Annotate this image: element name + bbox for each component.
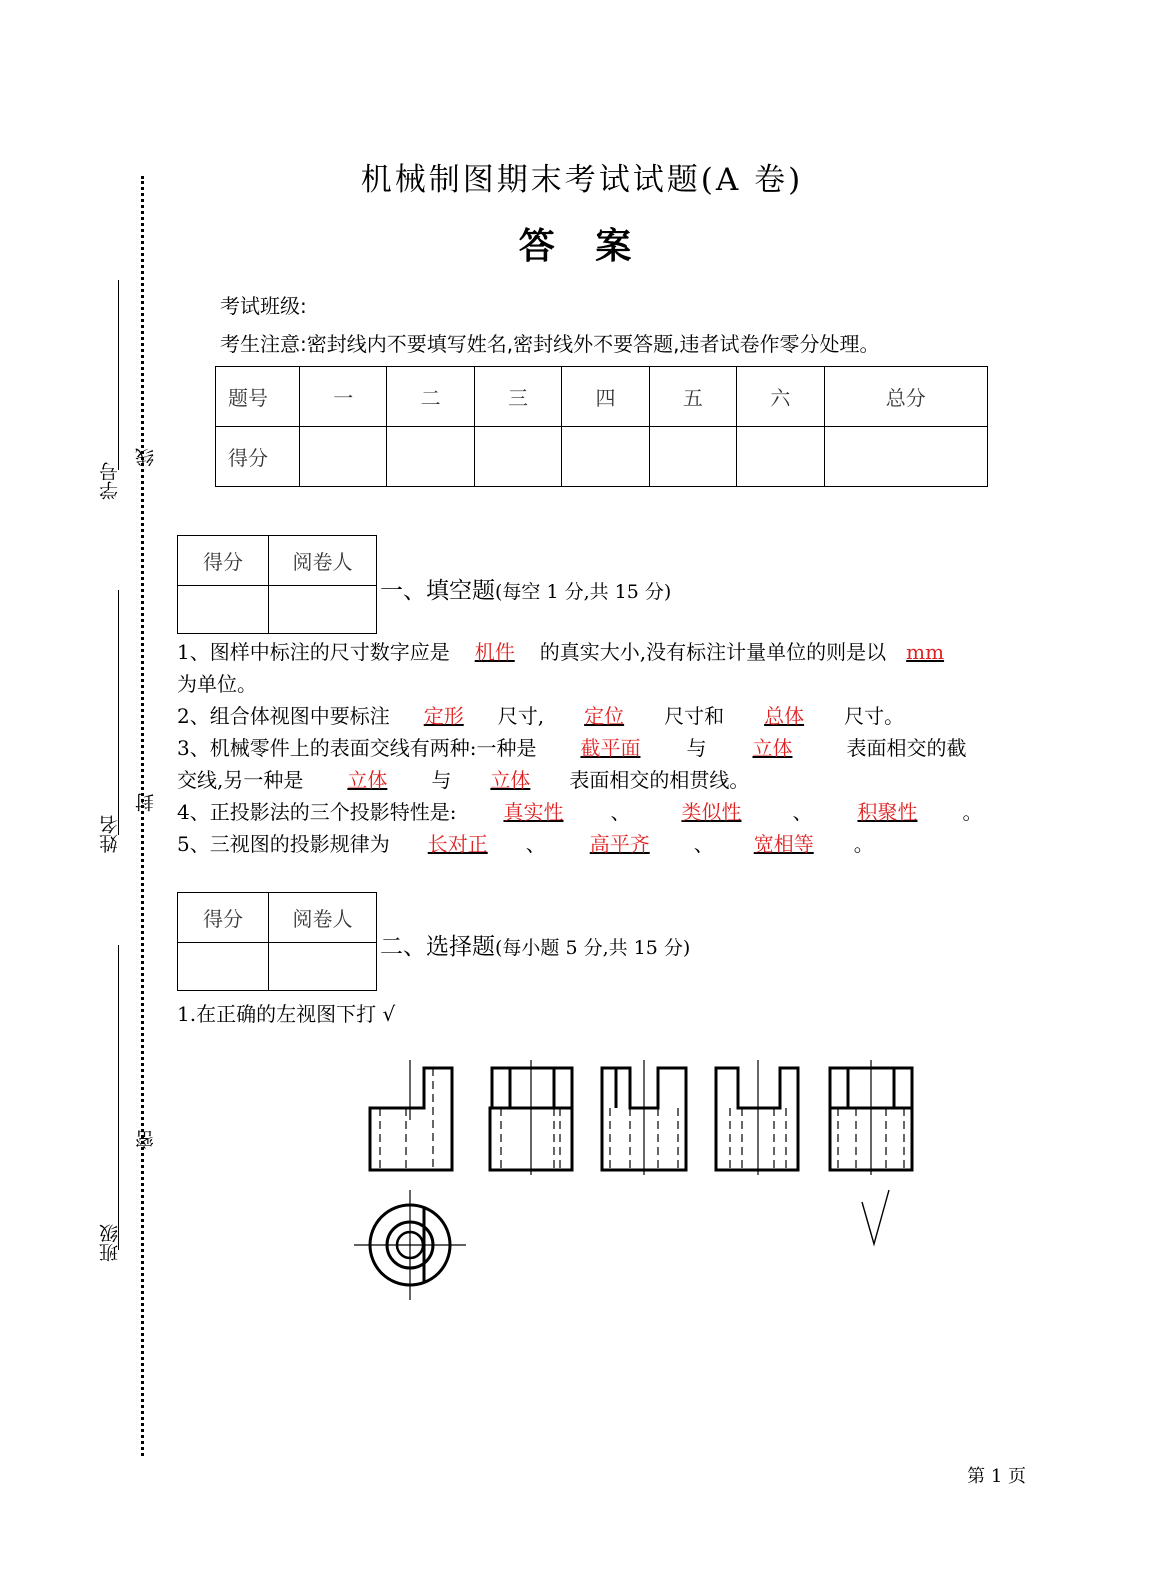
q3-answer-2: 立体	[752, 736, 793, 760]
exam-class-label: 考试班级:	[220, 294, 307, 318]
grader-box-1	[177, 535, 377, 634]
score-col-5: 五	[649, 367, 736, 427]
option-b-view	[602, 1060, 686, 1175]
section1-title: 一、填空题	[380, 578, 495, 604]
fill-question-2	[177, 700, 904, 732]
seal-feng: 封	[135, 793, 157, 812]
grader-cell	[178, 943, 269, 991]
q5-end: 。	[853, 832, 874, 856]
grader-label: 阅卷人	[269, 893, 377, 943]
grader-label: 阅卷人	[269, 536, 377, 586]
q4-answer-2: 类似性	[681, 800, 742, 824]
q5-answer-3: 宽相等	[753, 832, 814, 856]
score-col-3: 三	[474, 367, 561, 427]
top-view	[354, 1190, 466, 1300]
q5-sep-1: 、	[525, 832, 546, 856]
exam-notice: 考生注意:密封线内不要填写姓名,密封线外不要答题,违者试卷作零分处理。	[220, 332, 880, 356]
fill-question-3	[177, 732, 966, 764]
front-view	[370, 1068, 452, 1170]
q3-text-e: 交线,另一种是	[177, 768, 304, 792]
q1-text-d: 为单位。	[177, 672, 257, 696]
checkmark-icon	[862, 1190, 889, 1244]
seal-dotted-line	[141, 176, 144, 1456]
section1-note: (每空 1 分,共 15 分)	[495, 581, 672, 603]
q1-text-c: 的真实大小,没有标注计量单位的则是以	[539, 640, 887, 664]
q3-answer-4: 立体	[490, 768, 531, 792]
q4-end: 。	[962, 800, 983, 824]
q2-answer-2: 定位	[584, 704, 625, 728]
q3-text-f: 与	[431, 768, 452, 792]
section2-heading	[380, 928, 690, 961]
seal-xian: 线	[135, 448, 157, 467]
q4-sep-2: 、	[792, 800, 813, 824]
section1-heading	[380, 572, 671, 605]
student-id-line	[118, 280, 119, 470]
q2-text-d: 尺寸和	[664, 704, 725, 728]
section2-note: (每小题 5 分,共 15 分)	[495, 937, 691, 959]
q2-answer-3: 总体	[764, 704, 805, 728]
grader-cell	[269, 943, 377, 991]
class-line	[118, 945, 119, 1250]
score-cell	[824, 427, 987, 487]
score-table-row2-label: 得分	[216, 427, 300, 487]
q3-text-d: 表面相交的截	[846, 736, 967, 760]
option-c-view	[716, 1060, 798, 1175]
grader-box-2	[177, 892, 377, 991]
score-cell	[387, 427, 474, 487]
score-table-row1-label: 题号	[216, 367, 300, 427]
score-cell	[562, 427, 649, 487]
q1-answer-2: mm	[906, 640, 945, 664]
q5-text-a: 5、三视图的投影规律为	[177, 832, 390, 856]
q3-answer-3: 立体	[347, 768, 388, 792]
fill-question-3-cont	[177, 764, 749, 796]
fill-question-4	[177, 796, 982, 828]
q1-text-a: 1、图样中标注的尺寸数字应是	[177, 640, 450, 664]
section2-title: 二、选择题	[380, 934, 495, 960]
class-label: 班级	[99, 1224, 121, 1262]
q4-answer-3: 积聚性	[857, 800, 918, 824]
grader-score-label: 得分	[178, 893, 269, 943]
fill-question-5	[177, 828, 874, 860]
fill-question-1	[177, 636, 964, 668]
q4-text-a: 4、正投影法的三个投影特性是:	[177, 800, 457, 824]
score-col-4: 四	[562, 367, 649, 427]
answer-subtitle: 答 案	[518, 226, 646, 267]
grader-score-label: 得分	[178, 536, 269, 586]
q5-answer-1: 长对正	[427, 832, 488, 856]
name-line	[118, 590, 119, 835]
q4-answer-1: 真实性	[503, 800, 564, 824]
q2-text-a: 2、组合体视图中要标注	[177, 704, 390, 728]
exam-title: 机械制图期末考试试题(A 卷)	[360, 162, 804, 198]
q4-sep-1: 、	[610, 800, 631, 824]
score-cell	[649, 427, 736, 487]
score-table	[215, 366, 988, 487]
student-id-label: 学号	[99, 462, 121, 500]
fill-question-1-cont	[177, 668, 257, 700]
score-col-2: 二	[387, 367, 474, 427]
option-d-view	[830, 1060, 912, 1175]
name-label: 姓名	[99, 815, 121, 853]
q1-answer-1: 机件	[474, 640, 515, 664]
q3-text-c: 与	[686, 736, 707, 760]
grader-cell	[178, 586, 269, 634]
q3-answer-1: 截平面	[580, 736, 641, 760]
seal-mi: 密	[135, 1130, 157, 1149]
score-cell	[474, 427, 561, 487]
grader-cell	[269, 586, 377, 634]
score-col-total: 总分	[824, 367, 987, 427]
q2-text-c: 尺寸,	[497, 704, 545, 728]
score-cell	[737, 427, 824, 487]
q2-answer-1: 定形	[423, 704, 464, 728]
page-number: 第 1 页	[967, 1466, 1026, 1487]
option-a-view	[490, 1060, 572, 1175]
score-col-1: 一	[300, 367, 387, 427]
q2-text-e: 尺寸。	[844, 704, 905, 728]
q3-text-a: 3、机械零件上的表面交线有两种:一种是	[177, 736, 537, 760]
projection-figure	[340, 1050, 940, 1300]
score-cell	[300, 427, 387, 487]
q5-answer-2: 高平齐	[589, 832, 650, 856]
q3-text-g: 表面相交的相贯线。	[569, 768, 750, 792]
score-col-6: 六	[737, 367, 824, 427]
q5-sep-2: 、	[693, 832, 714, 856]
score-table-score-row	[216, 427, 988, 487]
choice-question-1: 1.在正确的左视图下打 √	[177, 1002, 396, 1026]
score-table-header-row	[216, 367, 988, 427]
